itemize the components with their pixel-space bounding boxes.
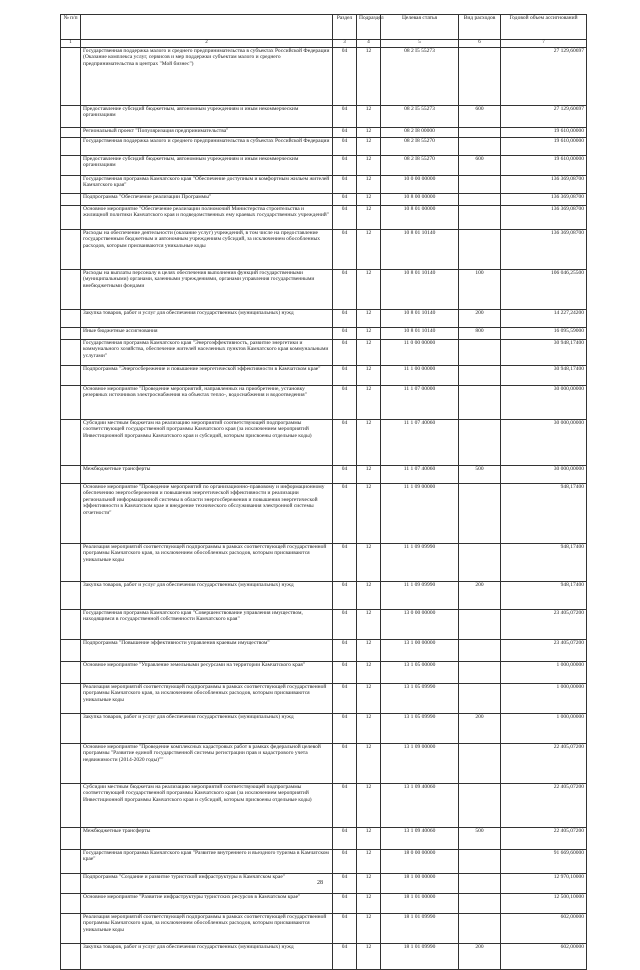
row-amount: 948,17400 [501, 484, 587, 544]
row-subsection: 12 [357, 48, 381, 106]
row-subsection: 12 [357, 466, 381, 484]
row-target: 18 0 00 00000 [381, 850, 459, 874]
table-row [61, 230, 587, 270]
table-row [61, 420, 587, 466]
row-target: 13 1 00 00000 [381, 640, 459, 662]
row-expense [459, 128, 501, 138]
row-target: 13 1 05 00000 [381, 662, 459, 684]
row-expense: 800 [459, 328, 501, 340]
row-expense: 200 [459, 944, 501, 970]
row-amount: 23 405,07200 [501, 610, 587, 640]
row-target: 08 2 I5 55273 [381, 106, 459, 128]
row-amount: 30 948,17400 [501, 366, 587, 386]
row-expense [459, 684, 501, 714]
row-amount: 30 000,00000 [501, 466, 587, 484]
table-row [61, 640, 587, 662]
row-amount: 27 129,60697 [501, 48, 587, 106]
row-name: Предоставление субсидий бюджетным, автономным учреждениям и иным некоммерческим организациям [81, 106, 333, 128]
row-target: 13 1 05 09990 [381, 684, 459, 714]
row-number [61, 206, 81, 230]
row-expense [459, 230, 501, 270]
row-subsection: 12 [357, 194, 381, 206]
table-row [61, 340, 587, 366]
row-number [61, 310, 81, 328]
row-amount: 22 405,07200 [501, 744, 587, 784]
row-target: 13 1 09 40060 [381, 784, 459, 828]
row-subsection: 12 [357, 386, 381, 420]
row-number [61, 744, 81, 784]
table-row [61, 106, 587, 128]
row-subsection: 12 [357, 944, 381, 970]
row-number [61, 366, 81, 386]
index-2: 2 [81, 40, 333, 48]
row-subsection: 12 [357, 310, 381, 328]
row-name: Межбюджетные трансферты [81, 828, 333, 850]
row-name: Основное мероприятие "Обеспечение реализации полномочий Министерства строительства и жилищной политики Камчатского края и подведомственных ему краевых государственных учреждений" [81, 206, 333, 230]
row-amount: 27 129,60697 [501, 106, 587, 128]
row-section: 04 [333, 714, 357, 744]
table-row [61, 270, 587, 310]
row-section: 04 [333, 230, 357, 270]
row-expense [459, 194, 501, 206]
row-subsection: 12 [357, 828, 381, 850]
row-number [61, 48, 81, 106]
row-amount: 14 227,24200 [501, 310, 587, 328]
row-target: 10 8 01 10140 [381, 310, 459, 328]
row-target: 11 1 00 00000 [381, 366, 459, 386]
table-row [61, 156, 587, 176]
row-section: 04 [333, 544, 357, 582]
table-row [61, 744, 587, 784]
row-section: 04 [333, 270, 357, 310]
row-section: 04 [333, 194, 357, 206]
row-subsection: 12 [357, 328, 381, 340]
row-expense [459, 784, 501, 828]
row-number [61, 156, 81, 176]
row-target: 10 8 01 10140 [381, 328, 459, 340]
row-target: 08 2 I8 55270 [381, 156, 459, 176]
row-amount: 12 970,10000 [501, 874, 587, 894]
row-name: Государственная программа Камчатского края "Совершенствование управления имуществом, находящимся в государственной собственности Камчатского края" [81, 610, 333, 640]
row-expense [459, 850, 501, 874]
table-row [61, 714, 587, 744]
row-target: 08 2 I8 55270 [381, 138, 459, 156]
row-amount: 136 369,08700 [501, 230, 587, 270]
row-section: 04 [333, 610, 357, 640]
row-subsection: 12 [357, 662, 381, 684]
table-row [61, 386, 587, 420]
row-section: 04 [333, 944, 357, 970]
row-name: Иные бюджетные ассигнования [81, 328, 333, 340]
table-row [61, 328, 587, 340]
row-name: Реализация мероприятий соответствующей подпрограммы в рамках соответствующей государственной программы Камчатского края, за исключением обособленных расходов, которым присваиваются уникальные коды [81, 684, 333, 714]
table-row [61, 194, 587, 206]
row-number [61, 828, 81, 850]
row-amount: 19 610,00000 [501, 156, 587, 176]
row-subsection: 12 [357, 874, 381, 894]
table-row [61, 206, 587, 230]
row-section: 04 [333, 744, 357, 784]
row-section: 04 [333, 340, 357, 366]
header-expense: Вид расходов [459, 15, 501, 40]
row-expense: 600 [459, 156, 501, 176]
row-section: 04 [333, 206, 357, 230]
row-amount: 23 405,07200 [501, 640, 587, 662]
row-expense [459, 544, 501, 582]
row-expense [459, 610, 501, 640]
row-number [61, 176, 81, 194]
row-number [61, 230, 81, 270]
header-num: № п/п [61, 15, 81, 40]
table-row [61, 128, 587, 138]
row-target: 18 1 00 00000 [381, 874, 459, 894]
row-number [61, 944, 81, 970]
row-name: Закупка товаров, работ и услуг для обеспечения государственных (муниципальных) нужд [81, 714, 333, 744]
row-expense [459, 640, 501, 662]
row-name: Основное мероприятие "Проведение комплексных кадастровых работ в рамках федеральной целевой программы "Развитие единой государственной системы регистрации прав и кадастрового учета недвижимости (2014-2020 годы)"" [81, 744, 333, 784]
row-number [61, 194, 81, 206]
row-subsection: 12 [357, 156, 381, 176]
row-expense [459, 662, 501, 684]
index-7: 7 [501, 40, 587, 48]
row-number [61, 270, 81, 310]
row-target: 08 2 I5 55273 [381, 48, 459, 106]
row-subsection: 12 [357, 230, 381, 270]
row-target: 08 2 I8 00000 [381, 128, 459, 138]
row-expense [459, 744, 501, 784]
row-name: Субсидии местным бюджетам на реализацию мероприятий соответствующей подпрограммы соответствующей государственной программы Камчатского края (за исключением мероприятий Инвестиционной программы Камчатского края и субсидий, которым присвоены отдельные коды) [81, 784, 333, 828]
row-name: Государственная программа Камчатского края "Энергоэффективность, развитие энергетики и коммунального хозяйства, обеспечение жителей населенных пунктов Камчатского края коммунальными услугами" [81, 340, 333, 366]
row-amount: 22 405,07200 [501, 784, 587, 828]
index-1: 1 [61, 40, 81, 48]
row-amount: 136 369,08700 [501, 194, 587, 206]
row-amount: 30 000,00000 [501, 386, 587, 420]
row-section: 04 [333, 466, 357, 484]
row-subsection: 12 [357, 914, 381, 944]
row-number [61, 914, 81, 944]
page-number: 28 [317, 880, 323, 886]
row-amount: 106 046,25500 [501, 270, 587, 310]
row-name: Государственная программа Камчатского края "Развитие внутреннего и въездного туризма в Камчатском крае" [81, 850, 333, 874]
row-amount: 12 500,10000 [501, 894, 587, 914]
table-row [61, 366, 587, 386]
table-row [61, 684, 587, 714]
index-6: 6 [459, 40, 501, 48]
row-amount: 136 369,08700 [501, 206, 587, 230]
row-amount: 19 610,00000 [501, 138, 587, 156]
index-4: 4 [357, 40, 381, 48]
row-amount: 1 000,00000 [501, 714, 587, 744]
row-subsection: 12 [357, 206, 381, 230]
row-name: Реализация мероприятий соответствующей подпрограммы в рамках соответствующей государственной программы Камчатского края, за исключением обособленных расходов, которым присваиваются уникальные коды [81, 914, 333, 944]
row-number [61, 610, 81, 640]
row-subsection: 12 [357, 128, 381, 138]
table-row [61, 828, 587, 850]
row-amount: 948,17400 [501, 582, 587, 610]
row-expense [459, 206, 501, 230]
row-section: 04 [333, 106, 357, 128]
row-amount: 91 669,60000 [501, 850, 587, 874]
row-subsection: 12 [357, 484, 381, 544]
row-target: 11 1 07 40060 [381, 420, 459, 466]
row-target: 13 1 05 09990 [381, 714, 459, 744]
row-amount: 602,00000 [501, 944, 587, 970]
table-row [61, 484, 587, 544]
row-name: Государственная поддержка малого и среднего предпринимательства в субъектах Российской Федерации (Оказание комплекса услуг, сервисов и мер поддержки субъектам малого и среднего предпринимательства в центрах "Мой бизнес") [81, 48, 333, 106]
row-target: 18 1 01 00000 [381, 894, 459, 914]
row-subsection: 12 [357, 270, 381, 310]
row-section: 04 [333, 874, 357, 894]
row-expense: 100 [459, 270, 501, 310]
row-section: 04 [333, 640, 357, 662]
row-target: 11 0 00 00000 [381, 340, 459, 366]
row-amount: 602,00000 [501, 914, 587, 944]
row-section: 04 [333, 894, 357, 914]
row-subsection: 12 [357, 784, 381, 828]
header-section: Раздел [333, 15, 357, 40]
header-name [81, 15, 333, 40]
row-subsection: 12 [357, 714, 381, 744]
row-name: Подпрограмма "Обеспечение реализации Программы" [81, 194, 333, 206]
row-target: 13 1 09 00000 [381, 744, 459, 784]
row-name: Расходы на выплаты персоналу в целях обеспечения выполнения функций государственными (муниципальными) органами, казенными учреждениями, органами управления государственными внебюджетными фондами [81, 270, 333, 310]
row-number [61, 106, 81, 128]
header-target: Целевая статья [381, 15, 459, 40]
row-name: Подпрограмма "Повышение эффективности управления краевым имуществом" [81, 640, 333, 662]
row-section: 04 [333, 828, 357, 850]
row-target: 11 1 07 00000 [381, 386, 459, 420]
table-row [61, 662, 587, 684]
row-number [61, 544, 81, 582]
row-target: 11 1 09 00000 [381, 484, 459, 544]
table-row [61, 176, 587, 194]
row-name: Межбюджетные трансферты [81, 466, 333, 484]
row-subsection: 12 [357, 366, 381, 386]
row-name: Реализация мероприятий соответствующей подпрограммы в рамках соответствующей государственной программы Камчатского края, за исключением обособленных расходов, которым присваиваются уникальные коды [81, 544, 333, 582]
row-section: 04 [333, 138, 357, 156]
header-amount: Годовой объем ассигнований [501, 15, 587, 40]
row-section: 04 [333, 328, 357, 340]
table-row [61, 784, 587, 828]
row-number [61, 850, 81, 874]
row-number [61, 340, 81, 366]
row-name: Основное мероприятие "Проведение мероприятий по организационно-правовому и информационному обеспечению энергосбережения и повышения энергетической эффективности и реализации региональной информационной системы в области энергосбережения и повышения энергетической эффективности в Камчатском крае и внедрение технического обслуживания электронной системы отчетности" [81, 484, 333, 544]
table-row [61, 610, 587, 640]
row-name: Основное мероприятие "Развитие инфраструктуры туристских ресурсов в Камчатском крае" [81, 894, 333, 914]
row-section: 04 [333, 420, 357, 466]
row-target: 11 1 07 40060 [381, 466, 459, 484]
row-subsection: 12 [357, 138, 381, 156]
row-number [61, 714, 81, 744]
row-target: 11 1 09 09990 [381, 582, 459, 610]
row-target: 10 0 00 00000 [381, 176, 459, 194]
row-number [61, 684, 81, 714]
row-number [61, 662, 81, 684]
index-5: 5 [381, 40, 459, 48]
row-number [61, 484, 81, 544]
row-target: 13 1 09 40060 [381, 828, 459, 850]
row-amount: 1 000,00000 [501, 684, 587, 714]
row-amount: 30 948,17400 [501, 340, 587, 366]
row-number [61, 784, 81, 828]
row-expense: 500 [459, 466, 501, 484]
row-name: Основное мероприятие "Проведение мероприятий, направленных на приобретение, установку резервных источников электроснабжения на объектах тепло-, водоснабжения и водоотведения" [81, 386, 333, 420]
row-section: 04 [333, 48, 357, 106]
row-expense [459, 366, 501, 386]
row-amount: 30 000,00000 [501, 420, 587, 466]
row-name: Субсидии местным бюджетам на реализацию мероприятий соответствующей подпрограммы соответствующей государственной программы Камчатского края (за исключением мероприятий Инвестиционной программы Камчатского края и субсидий, которым присвоены отдельные коды) [81, 420, 333, 466]
row-section: 04 [333, 914, 357, 944]
row-expense [459, 914, 501, 944]
row-section: 04 [333, 484, 357, 544]
row-expense [459, 340, 501, 366]
row-target: 13 0 00 00000 [381, 610, 459, 640]
budget-table [60, 14, 587, 970]
table-row [61, 850, 587, 874]
row-expense [459, 894, 501, 914]
row-expense: 500 [459, 828, 501, 850]
row-number [61, 640, 81, 662]
row-expense [459, 138, 501, 156]
row-name: Государственная программа Камчатского края "Обеспечение доступным и комфортным жильем жителей Камчатского края" [81, 176, 333, 194]
row-name: Государственная поддержка малого и среднего предпринимательства в субъектах Российской Федерации [81, 138, 333, 156]
row-subsection: 12 [357, 420, 381, 466]
table-row [61, 582, 587, 610]
row-amount: 19 610,00000 [501, 128, 587, 138]
row-name: Закупка товаров, работ и услуг для обеспечения государственных (муниципальных) нужд [81, 944, 333, 970]
row-subsection: 12 [357, 610, 381, 640]
row-amount: 16 095,59000 [501, 328, 587, 340]
row-section: 04 [333, 386, 357, 420]
row-target: 18 1 01 09990 [381, 944, 459, 970]
row-section: 04 [333, 310, 357, 328]
table-row [61, 48, 587, 106]
row-subsection: 12 [357, 340, 381, 366]
row-number [61, 328, 81, 340]
row-name: Закупка товаров, работ и услуг для обеспечения государственных (муниципальных) нужд [81, 310, 333, 328]
row-number [61, 420, 81, 466]
table-body [61, 48, 587, 970]
row-number [61, 128, 81, 138]
row-section: 04 [333, 784, 357, 828]
row-name: Подпрограмма "Создание и развитие туристской инфраструктуры в Камчатском крае" [81, 874, 333, 894]
row-section: 04 [333, 366, 357, 386]
row-subsection: 12 [357, 106, 381, 128]
row-number [61, 386, 81, 420]
row-target: 10 8 01 00000 [381, 206, 459, 230]
row-expense [459, 386, 501, 420]
row-amount: 1 000,00000 [501, 662, 587, 684]
row-subsection: 12 [357, 744, 381, 784]
row-subsection: 12 [357, 850, 381, 874]
row-name: Расходы на обеспечение деятельности (оказание услуг) учреждений, в том числе на предоставление государственным бюджетным и автономным учреждениям субсидий, за исключением обособленных расходов, которым присваиваются уникальные коды [81, 230, 333, 270]
row-expense [459, 420, 501, 466]
row-section: 04 [333, 850, 357, 874]
row-subsection: 12 [357, 582, 381, 610]
index-3: 3 [333, 40, 357, 48]
row-subsection: 12 [357, 894, 381, 914]
row-number [61, 582, 81, 610]
row-amount: 22 405,07200 [501, 828, 587, 850]
row-target: 10 8 01 10140 [381, 270, 459, 310]
row-target: 10 8 01 10140 [381, 230, 459, 270]
row-expense [459, 176, 501, 194]
row-name: Закупка товаров, работ и услуг для обеспечения государственных (муниципальных) нужд [81, 582, 333, 610]
row-subsection: 12 [357, 640, 381, 662]
row-expense: 600 [459, 106, 501, 128]
row-name: Основное мероприятие "Управление земельными ресурсами на территории Камчатского края" [81, 662, 333, 684]
table-row [61, 544, 587, 582]
row-name: Региональный проект "Популяризация предпринимательства" [81, 128, 333, 138]
row-section: 04 [333, 176, 357, 194]
row-number [61, 466, 81, 484]
row-target: 10 8 00 00000 [381, 194, 459, 206]
table-row [61, 914, 587, 944]
row-expense: 200 [459, 310, 501, 328]
row-name: Предоставление субсидий бюджетным, автономным учреждениям и иным некоммерческим организациям [81, 156, 333, 176]
table-row [61, 894, 587, 914]
row-number [61, 138, 81, 156]
row-amount: 948,17400 [501, 544, 587, 582]
row-subsection: 12 [357, 176, 381, 194]
table-row [61, 944, 587, 970]
table-row [61, 466, 587, 484]
row-target: 18 1 01 09990 [381, 914, 459, 944]
row-section: 04 [333, 128, 357, 138]
row-amount: 136 369,08700 [501, 176, 587, 194]
row-section: 04 [333, 684, 357, 714]
row-expense: 200 [459, 582, 501, 610]
row-number [61, 894, 81, 914]
row-name: Подпрограмма "Энергосбережение и повышение энергетической эффективности в Камчатском крае" [81, 366, 333, 386]
row-section: 04 [333, 156, 357, 176]
row-expense [459, 484, 501, 544]
row-subsection: 12 [357, 544, 381, 582]
header-subsection: Подраздел [357, 15, 381, 40]
table-header [61, 15, 587, 48]
row-expense [459, 48, 501, 106]
row-target: 11 1 09 09990 [381, 544, 459, 582]
table-row [61, 310, 587, 328]
row-section: 04 [333, 662, 357, 684]
row-section: 04 [333, 582, 357, 610]
row-expense: 200 [459, 714, 501, 744]
row-subsection: 12 [357, 684, 381, 714]
table-row [61, 138, 587, 156]
